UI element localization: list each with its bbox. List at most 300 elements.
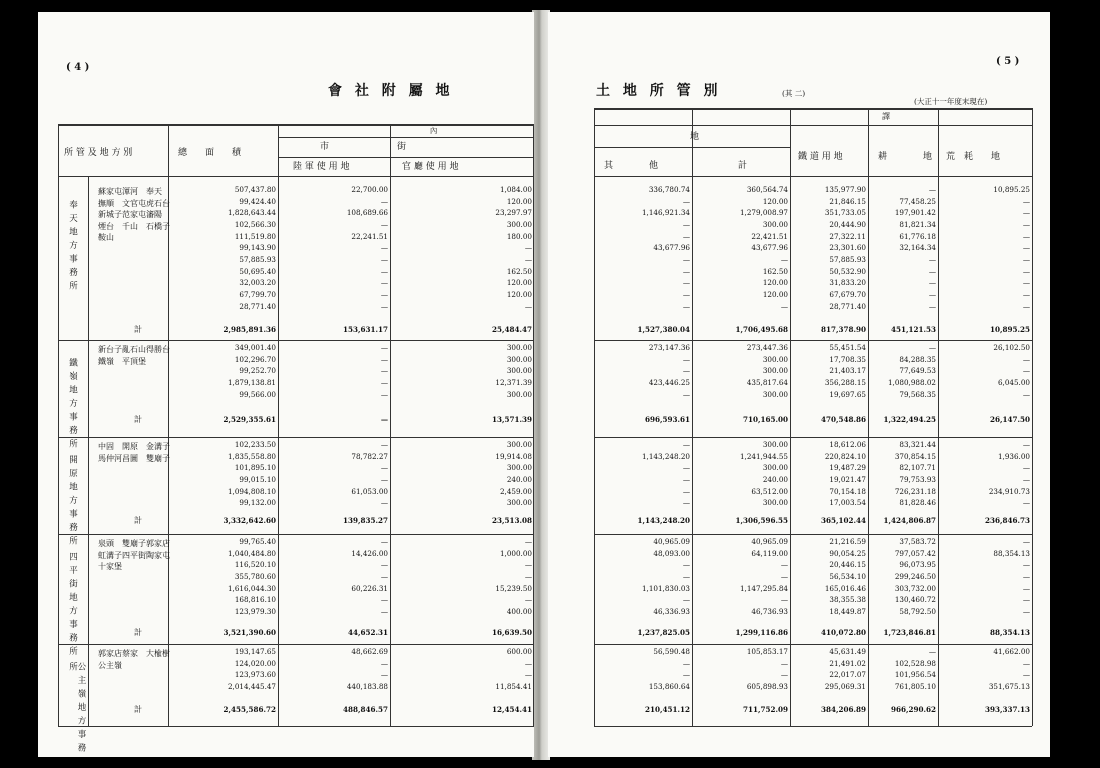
band-rule <box>58 534 534 535</box>
kochi-cell: 299,246.50 <box>894 571 936 581</box>
subtotal-total-area: 3,332,642.60 <box>223 516 276 525</box>
header-other: 其 他 <box>604 161 659 171</box>
other-cell: — <box>682 595 690 605</box>
tetsudo-cell: 70,154.18 <box>829 486 866 496</box>
tetsudo-cell: 57,885.93 <box>829 254 866 264</box>
kei-cell: 64,119.00 <box>751 548 788 558</box>
left-col-divider <box>390 124 391 726</box>
fumo-cell: — <box>1022 354 1030 364</box>
kei-cell: 162.50 <box>762 266 788 276</box>
kei-cell: — <box>780 670 788 680</box>
other-cell: 336,780.74 <box>648 185 690 194</box>
kochi-cell: — <box>928 278 936 288</box>
rikugun-cell: — <box>380 658 388 668</box>
subtotal-total-area: 2,985,891.36 <box>223 325 276 334</box>
tetsudo-cell: 90,054.25 <box>829 548 866 558</box>
total-area-cell: 99,765.40 <box>239 537 276 546</box>
kochi-cell: 197,901.42 <box>894 208 936 218</box>
fumo-cell: 88,354.13 <box>993 548 1030 558</box>
subtotal-tetsudo-cell: 365,102.44 <box>820 516 866 525</box>
subtotal-kei-cell: 1,706,495.68 <box>735 325 788 334</box>
total-area-cell: 99,252.70 <box>239 366 276 376</box>
station-label: 煙台 <box>98 221 114 231</box>
header-bottom-rule <box>58 176 534 177</box>
header-tetsudo: 鐵 道 用 地 <box>798 152 843 162</box>
kei-cell: 1,147,295.84 <box>739 583 788 593</box>
rikugun-cell: — <box>380 463 388 473</box>
kanchou-cell: 300.00 <box>506 219 532 229</box>
kanchou-cell: 300.00 <box>506 343 532 352</box>
kei-cell: 300.00 <box>762 498 788 508</box>
other-cell: — <box>682 266 690 276</box>
subtotal-tetsudo-cell: 817,378.90 <box>820 325 866 334</box>
kochi-cell: 81,821.34 <box>899 219 936 229</box>
subtotal-other-cell: 210,451.12 <box>644 705 690 714</box>
fumo-cell: — <box>1022 196 1030 206</box>
total-area-cell: 123,973.60 <box>234 670 276 680</box>
band-rule <box>594 644 1032 645</box>
other-cell: — <box>682 301 690 311</box>
rikugun-cell: — <box>380 301 388 311</box>
yaku-label: 譯 <box>882 112 890 121</box>
tetsudo-cell: 67,679.70 <box>829 289 866 299</box>
subtotal-kei-cell: 710,165.00 <box>742 415 788 424</box>
subtotal-kochi-cell: 1,723,846.81 <box>883 628 936 637</box>
other-cell: 43,677.96 <box>653 243 690 253</box>
fumo-cell: — <box>1022 278 1030 288</box>
kei-cell: 605,898.93 <box>746 681 788 691</box>
tetsudo-cell: 351,733.05 <box>824 208 866 218</box>
kochi-cell: 102,528.98 <box>894 658 936 668</box>
total-area-cell: 101,895.10 <box>234 463 276 473</box>
subtotal-label: 計 <box>134 415 142 424</box>
kochi-cell: 58,792.50 <box>899 606 936 616</box>
band-rule <box>594 340 1032 341</box>
right-page <box>548 12 1050 757</box>
right-col-divider <box>1032 108 1033 726</box>
kochi-cell: 84,288.35 <box>899 354 936 364</box>
rikugun-cell: — <box>380 266 388 276</box>
tetsudo-cell: 22,017.07 <box>829 670 866 680</box>
rikugun-cell: — <box>380 377 388 387</box>
header-rikugun: 陸 軍 使 用 地 <box>293 162 350 172</box>
kanchou-cell: 19,914.08 <box>495 451 532 461</box>
other-cell: 423,446.25 <box>648 377 690 387</box>
station-label: 鞍山 <box>98 233 114 243</box>
table-top-rule <box>58 124 534 126</box>
fumo-cell: — <box>1022 243 1030 253</box>
kei-cell: — <box>780 254 788 264</box>
tetsudo-cell: 17,003.54 <box>829 498 866 508</box>
subtotal-kei-cell: 711,752.09 <box>742 705 788 714</box>
kanchou-cell: 300.00 <box>506 463 532 473</box>
subtotal-tetsudo-cell: 384,206.89 <box>820 705 866 714</box>
subtotal-rikugun: 488,846.57 <box>342 705 388 714</box>
right-page-title: 土 地 所 管 別 <box>596 83 722 99</box>
other-cell: 1,146,921.34 <box>641 208 690 218</box>
total-area-cell: 1,616,044.30 <box>227 583 276 593</box>
station-label: 得勝台 <box>146 345 170 354</box>
station-label: 泉頭 <box>98 539 114 548</box>
fumo-cell: — <box>1022 498 1030 508</box>
station-label: 瀋陽 <box>146 210 162 220</box>
kei-cell: 360,564.74 <box>746 185 788 194</box>
date-note: (大正十一年度末現在) <box>914 97 988 106</box>
kanchou-cell: 1,000.00 <box>499 548 532 558</box>
tetsudo-cell: 295,069.31 <box>824 681 866 691</box>
kei-cell: 120.00 <box>762 196 788 206</box>
other-cell: — <box>682 474 690 484</box>
subtotal-other-cell: 1,237,825.05 <box>637 628 690 637</box>
subtotal-label: 計 <box>134 516 142 525</box>
tetsudo-cell: 220,824.10 <box>824 451 866 461</box>
kei-cell: 273,447.36 <box>746 343 788 352</box>
office-label: 開原地方事務所 <box>67 455 78 550</box>
subtotal-total-area: 2,455,586.72 <box>223 705 276 714</box>
rikugun-cell: — <box>380 595 388 605</box>
other-cell: — <box>682 389 690 399</box>
kei-cell: 435,817.64 <box>746 377 788 387</box>
total-area-cell: 102,296.70 <box>234 354 276 364</box>
kei-cell: 300.00 <box>762 219 788 229</box>
subtotal-kanchou: 16,639.50 <box>491 628 532 637</box>
rikugun-cell: — <box>380 289 388 299</box>
yaku-rule <box>594 125 1032 126</box>
station-label: 平頂堡 <box>122 356 146 366</box>
band-rule <box>594 726 1032 727</box>
other-cell: — <box>682 289 690 299</box>
tetsudo-cell: 23,301.60 <box>829 243 866 253</box>
fumo-cell: — <box>1022 670 1030 680</box>
band-rule <box>594 437 1032 438</box>
kei-cell: — <box>780 571 788 581</box>
rikugun-cell: — <box>380 498 388 508</box>
tetsudo-cell: 21,403.17 <box>829 366 866 376</box>
kochi-cell: — <box>928 254 936 264</box>
kochi-cell: 83,321.44 <box>899 440 936 449</box>
other-cell: 46,336.93 <box>653 606 690 616</box>
kochi-cell: 32,164.34 <box>899 243 936 253</box>
header-shigai: 市 街 <box>320 142 409 152</box>
tetsudo-cell: 20,446.15 <box>829 560 866 570</box>
fumo-cell: — <box>1022 366 1030 376</box>
rikugun-cell: — <box>380 196 388 206</box>
fumo-cell: — <box>1022 537 1030 546</box>
kei-cell: 1,279,008.97 <box>739 208 788 218</box>
subtotal-kanchou: 25,484.47 <box>491 325 532 334</box>
rikugun-cell: — <box>380 670 388 680</box>
tetsudo-cell: 50,532.90 <box>829 266 866 276</box>
station-label: 渾河 <box>122 187 138 196</box>
subtotal-kei-cell: 1,299,116.86 <box>735 628 788 637</box>
kei-cell: 300.00 <box>762 389 788 399</box>
kanchou-cell: — <box>524 595 532 605</box>
tetsudo-cell: 28,771.40 <box>829 301 866 311</box>
station-label: 雙廟子 <box>122 539 146 548</box>
kanchou-cell: 300.00 <box>506 389 532 399</box>
kochi-cell: 81,828.46 <box>899 498 936 508</box>
station-label: 金溝子 <box>146 442 170 451</box>
left-page <box>38 12 534 757</box>
station-label: 公主嶺 <box>98 660 122 670</box>
fumo-cell: — <box>1022 219 1030 229</box>
office-label: 鐵嶺地方事務所 <box>67 358 78 453</box>
other-cell: — <box>682 196 690 206</box>
kei-cell: 1,241,944.55 <box>739 451 788 461</box>
fumo-cell: — <box>1022 266 1030 276</box>
other-cell: — <box>682 658 690 668</box>
kei-cell: 105,853.17 <box>746 647 788 656</box>
band-rule <box>594 534 1032 535</box>
rikugun-cell: — <box>380 278 388 288</box>
fumo-cell: 234,910.73 <box>988 486 1030 496</box>
subtotal-kanchou: 12,454.41 <box>491 705 532 714</box>
kanchou-cell: 120.00 <box>506 289 532 299</box>
kochi-cell: 370,854.15 <box>894 451 936 461</box>
other-cell: — <box>682 571 690 581</box>
total-area-cell: 168,816.10 <box>234 595 276 605</box>
rikugun-cell: — <box>380 606 388 616</box>
kanchou-cell: 12,371.39 <box>495 377 532 387</box>
shigai-rule <box>278 157 534 158</box>
station-label: 鐵嶺 <box>98 356 114 366</box>
station-label: 虎石台 <box>146 198 170 208</box>
rikugun-cell: 61,053.00 <box>351 486 388 496</box>
fumo-cell: — <box>1022 440 1030 449</box>
kochi-cell: 96,073.95 <box>899 560 936 570</box>
kanchou-cell: 23,297.97 <box>495 208 532 218</box>
kochi-cell: 130,460.72 <box>894 595 936 605</box>
rikugun-cell: 48,662.69 <box>351 647 388 656</box>
rikugun-cell: — <box>380 440 388 449</box>
uchi-rule <box>278 137 534 138</box>
kei-cell: — <box>780 301 788 311</box>
station-label: 亂石山 <box>122 345 146 354</box>
subtotal-fumo-cell: 393,337.13 <box>984 705 1030 714</box>
tetsudo-cell: 356,288.15 <box>824 377 866 387</box>
header-office: 所 管 及 地 方 別 <box>64 148 133 158</box>
kei-cell: — <box>780 595 788 605</box>
kanchou-cell: 300.00 <box>506 354 532 364</box>
kochi-cell: — <box>928 343 936 352</box>
header-kei: 計 <box>738 161 748 171</box>
header-total-area: 總 面 積 <box>178 148 242 158</box>
chi-label: 地 <box>690 132 700 142</box>
subtotal-other-cell: 1,143,248.20 <box>637 516 690 525</box>
tetsudo-cell: 45,631.49 <box>829 647 866 656</box>
kochi-cell: — <box>928 289 936 299</box>
total-area-cell: 349,001.40 <box>234 343 276 352</box>
kei-cell: 300.00 <box>762 463 788 473</box>
band-rule <box>58 340 534 341</box>
station-label: 蘇家屯 <box>98 187 122 196</box>
header-kanchou: 官 廳 使 用 地 <box>402 162 459 172</box>
kanchou-cell: — <box>524 243 532 253</box>
subtotal-label: 計 <box>134 325 142 334</box>
subtotal-kochi-cell: 966,290.62 <box>890 705 936 714</box>
other-cell: — <box>682 463 690 473</box>
station-label: 四平街 <box>122 550 146 560</box>
other-cell: 40,965.09 <box>653 537 690 546</box>
kochi-cell: — <box>928 185 936 194</box>
header-fumo: 荒 耗 地 <box>946 152 1001 162</box>
subtotal-kanchou: 13,571.39 <box>491 415 532 424</box>
right-page-subtitle: (其 二) <box>782 89 806 98</box>
fumo-cell: — <box>1022 583 1030 593</box>
kanchou-cell: 120.00 <box>506 196 532 206</box>
tetsudo-cell: 21,491.02 <box>829 658 866 668</box>
right-page-number: ( 5 ) <box>996 56 1020 67</box>
station-label: 十家堡 <box>98 562 122 572</box>
rikugun-cell: 108,689.66 <box>346 208 388 218</box>
rikugun-cell: — <box>380 254 388 264</box>
kanchou-cell: — <box>524 301 532 311</box>
subtotal-kanchou: 23,513.08 <box>491 516 532 525</box>
subtotal-tetsudo-cell: 410,072.80 <box>820 628 866 637</box>
subtotal-rikugun: 44,652.31 <box>347 628 388 637</box>
rikugun-cell: 78,782.27 <box>351 451 388 461</box>
kanchou-cell: 11,854.41 <box>495 681 532 691</box>
other-cell: — <box>682 354 690 364</box>
rikugun-cell: — <box>380 474 388 484</box>
fumo-cell: — <box>1022 571 1030 581</box>
subtotal-total-area: 2,529,355.61 <box>223 415 276 424</box>
kanchou-cell: — <box>524 658 532 668</box>
other-cell: 56,590.48 <box>653 647 690 656</box>
kochi-cell: 1,080,988.02 <box>887 377 936 387</box>
kochi-cell: — <box>928 301 936 311</box>
fumo-cell: — <box>1022 289 1030 299</box>
total-area-cell: 1,040,484.80 <box>227 548 276 558</box>
total-area-cell: 116,520.10 <box>234 560 276 570</box>
kei-cell: 240.00 <box>762 474 788 484</box>
total-area-cell: 1,835,558.80 <box>227 451 276 461</box>
fumo-cell: — <box>1022 658 1030 668</box>
tetsudo-cell: 21,216.59 <box>829 537 866 546</box>
station-label: 新台子 <box>98 345 122 354</box>
subtotal-kei-cell: 1,306,596.55 <box>735 516 788 525</box>
kei-cell: 300.00 <box>762 440 788 449</box>
station-label: 蔡家 <box>122 649 138 658</box>
rikugun-cell: 22,700.00 <box>351 185 388 194</box>
tetsudo-cell: 20,444.90 <box>829 219 866 229</box>
other-cell: — <box>682 560 690 570</box>
other-cell: — <box>682 254 690 264</box>
total-area-cell: 193,147.65 <box>234 647 276 656</box>
tetsudo-cell: 18,612.06 <box>829 440 866 449</box>
total-area-cell: 123,979.30 <box>234 606 276 616</box>
total-area-cell: 355,780.60 <box>234 571 276 581</box>
kanchou-cell: — <box>524 254 532 264</box>
total-area-cell: 1,094,808.10 <box>227 486 276 496</box>
station-label: 范家屯 <box>122 210 146 220</box>
other-cell: — <box>682 219 690 229</box>
kanchou-cell: 300.00 <box>506 498 532 508</box>
total-area-cell: 102,233.50 <box>234 440 276 449</box>
office-label: 四平街地方事務所 <box>67 552 78 660</box>
kanchou-cell: 162.50 <box>506 266 532 276</box>
kanchou-cell: 120.00 <box>506 278 532 288</box>
total-area-cell: 507,437.80 <box>234 185 276 194</box>
subtotal-fumo-cell: 10,895.25 <box>989 325 1030 334</box>
kochi-cell: 61,776.18 <box>899 231 936 241</box>
kei-cell: 300.00 <box>762 366 788 376</box>
kei-cell: 46,736.93 <box>751 606 788 616</box>
other-cell: 273,147.36 <box>648 343 690 352</box>
kanchou-cell: 2,459.00 <box>499 486 532 496</box>
kanchou-cell: — <box>524 537 532 546</box>
fumo-cell: 41,662.00 <box>993 647 1030 656</box>
station-label: 新城子 <box>98 210 122 220</box>
total-area-cell: 2,014,445.47 <box>227 681 276 691</box>
station-label: 開原 <box>122 442 138 451</box>
total-area-cell: 99,566.00 <box>239 389 276 399</box>
total-area-cell: 111,519.80 <box>234 231 276 241</box>
tetsudo-cell: 165,016.46 <box>824 583 866 593</box>
total-area-cell: 28,771.40 <box>239 301 276 311</box>
left-col-divider <box>58 124 59 726</box>
kanchou-cell: 300.00 <box>506 366 532 376</box>
other-cell: — <box>682 366 690 376</box>
tetsudo-cell: 31,833.20 <box>829 278 866 288</box>
left-col-divider <box>278 124 279 726</box>
kochi-cell: 79,753.93 <box>899 474 936 484</box>
kochi-cell: 101,956.54 <box>894 670 936 680</box>
subtotal-total-area: 3,521,390.60 <box>223 628 276 637</box>
rikugun-cell: — <box>380 243 388 253</box>
tetsudo-cell: 55,451.54 <box>829 343 866 352</box>
other-cell: — <box>682 231 690 241</box>
station-label: 撫順 <box>98 198 114 208</box>
fumo-cell: — <box>1022 254 1030 264</box>
band-rule <box>58 437 534 438</box>
tetsudo-cell: 135,977.90 <box>824 185 866 194</box>
station-label: 石橋子 <box>146 221 170 231</box>
tetsudo-cell: 19,487.29 <box>829 463 866 473</box>
kanchou-cell: 400.00 <box>506 606 532 616</box>
rikugun-cell: — <box>380 343 388 352</box>
total-area-cell: 50,695.40 <box>239 266 276 276</box>
station-label: 奉天 <box>146 187 162 196</box>
kochi-cell: 79,568.35 <box>899 389 936 399</box>
total-area-cell: 1,828,643.44 <box>227 208 276 218</box>
left-col-divider <box>168 124 169 726</box>
subtotal-fumo-cell: 88,354.13 <box>989 628 1030 637</box>
rikugun-cell: — <box>380 219 388 229</box>
station-label: 昌圖 <box>122 453 138 463</box>
fumo-cell: 351,675.13 <box>988 681 1030 691</box>
fumo-cell: 10,895.25 <box>993 185 1030 194</box>
other-cell: — <box>682 278 690 288</box>
other-cell: — <box>682 486 690 496</box>
total-area-cell: 99,424.40 <box>239 196 276 206</box>
kei-cell: 22,421.51 <box>751 231 788 241</box>
rikugun-cell: — <box>380 571 388 581</box>
office-label: 公主嶺地方事務所 <box>67 662 86 757</box>
station-label: 郭家店 <box>98 649 122 658</box>
header-bottom-rule <box>594 176 1032 177</box>
subtotal-label: 計 <box>134 628 142 637</box>
kanchou-cell: 1,084.00 <box>499 185 532 194</box>
kochi-cell: 761,805.10 <box>894 681 936 691</box>
rikugun-cell: 60,226.31 <box>351 583 388 593</box>
tetsudo-cell: 19,021.47 <box>829 474 866 484</box>
fumo-cell: 26,102.50 <box>993 343 1030 352</box>
rikugun-cell: 14,426.00 <box>351 548 388 558</box>
station-label: 大楡樹 <box>146 649 170 658</box>
kochi-cell: 37,583.72 <box>899 537 936 546</box>
station-label: 文官屯 <box>122 198 146 208</box>
